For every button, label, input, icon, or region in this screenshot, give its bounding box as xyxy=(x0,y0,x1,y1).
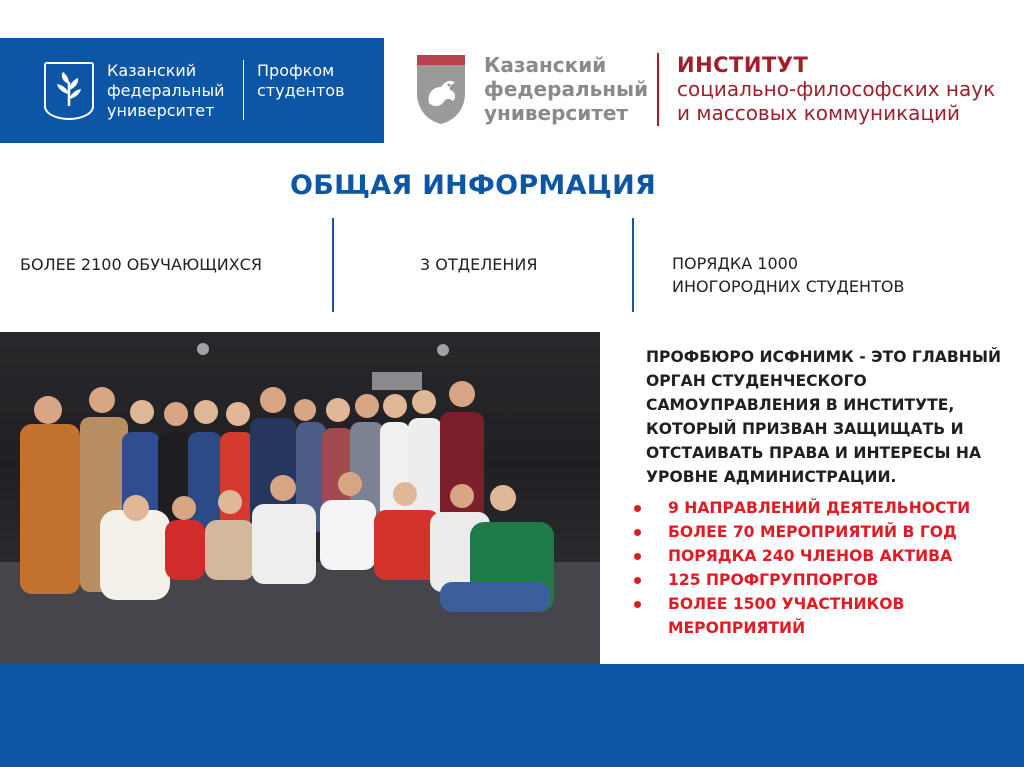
description-line: ПРОФБЮРО ИСФНИМК - ЭТО ГЛАВНЫЙ xyxy=(646,348,1002,366)
bullet-dot-icon xyxy=(634,553,641,560)
institute-kfu-line: Казанский xyxy=(484,53,607,77)
list-item xyxy=(632,520,970,544)
stat-divider xyxy=(332,218,334,312)
institute-title: ИНСТИТУТ xyxy=(677,53,809,77)
bullet-dot-icon xyxy=(634,601,641,608)
list-item-text: БОЛЕЕ 70 МЕРОПРИЯТИЙ В ГОД xyxy=(668,523,957,541)
stat-line: БОЛЕЕ 2100 ОБУЧАЮЩИХСЯ xyxy=(20,255,262,274)
kfu-leaf-logo-icon xyxy=(44,62,94,120)
list-item xyxy=(632,592,970,640)
stat-line: 3 ОТДЕЛЕНИЯ xyxy=(420,255,538,274)
description-line: УРОВНЕ АДМИНИСТРАЦИИ. xyxy=(646,468,897,486)
profkom-label xyxy=(257,61,345,101)
description-line: КОТОРЫЙ ПРИЗВАН ЗАЩИЩАТЬ И xyxy=(646,420,964,438)
institute-subtitle-line: социально-философских наук xyxy=(677,77,996,101)
list-item-text: МЕРОПРИЯТИЙ xyxy=(668,619,806,637)
kfu-name-line: университет xyxy=(107,101,215,120)
list-item-text: ПОРЯДКА 240 ЧЛЕНОВ АКТИВА xyxy=(668,547,953,565)
profburo-description xyxy=(646,345,1016,489)
stat-line: ПОРЯДКА 1000 xyxy=(672,254,798,273)
section-title: ОБЩАЯ ИНФОРМАЦИЯ xyxy=(290,170,657,201)
bullet-dot-icon xyxy=(634,505,641,512)
kfu-dragon-emblem-icon xyxy=(415,53,467,125)
list-item xyxy=(632,568,970,592)
highlights-list xyxy=(632,496,970,640)
description-line: САМОУПРАВЛЕНИЯ В ИНСТИТУТЕ, xyxy=(646,396,955,414)
stat-students-count xyxy=(20,253,262,276)
institute-kfu-name xyxy=(484,53,648,125)
bullet-dot-icon xyxy=(634,529,641,536)
kfu-name-line: федеральный xyxy=(107,81,225,100)
list-item-text: 125 ПРОФГРУППОРГОВ xyxy=(668,571,879,589)
footer-band xyxy=(0,664,1024,767)
institute-title-block xyxy=(677,53,995,125)
institute-kfu-line: федеральный xyxy=(484,77,649,101)
list-item-text: 9 НАПРАВЛЕНИЙ ДЕЯТЕЛЬНОСТИ xyxy=(668,499,971,517)
stat-line: ИНОГОРОДНИХ СТУДЕНТОВ xyxy=(672,277,905,296)
institute-kfu-line: университет xyxy=(484,101,629,125)
institute-header-divider xyxy=(657,53,659,126)
stat-nonresident-students xyxy=(672,252,904,298)
kfu-name-line: Казанский xyxy=(107,61,197,80)
profkom-line: студентов xyxy=(257,81,345,100)
kfu-header-divider xyxy=(243,60,244,120)
group-photo xyxy=(0,332,600,664)
profkom-line: Профком xyxy=(257,61,335,80)
list-item xyxy=(632,496,970,520)
stat-departments xyxy=(420,253,538,276)
list-item xyxy=(632,544,970,568)
kfu-university-name xyxy=(107,61,225,121)
list-item-text: БОЛЕЕ 1500 УЧАСТНИКОВ xyxy=(668,595,905,613)
bullet-dot-icon xyxy=(634,577,641,584)
institute-subtitle-line: и массовых коммуникаций xyxy=(677,101,961,125)
stat-divider xyxy=(632,218,634,312)
description-line: ОРГАН СТУДЕНЧЕСКОГО xyxy=(646,372,867,390)
description-line: ОТСТАИВАТЬ ПРАВА И ИНТЕРЕСЫ НА xyxy=(646,444,982,462)
